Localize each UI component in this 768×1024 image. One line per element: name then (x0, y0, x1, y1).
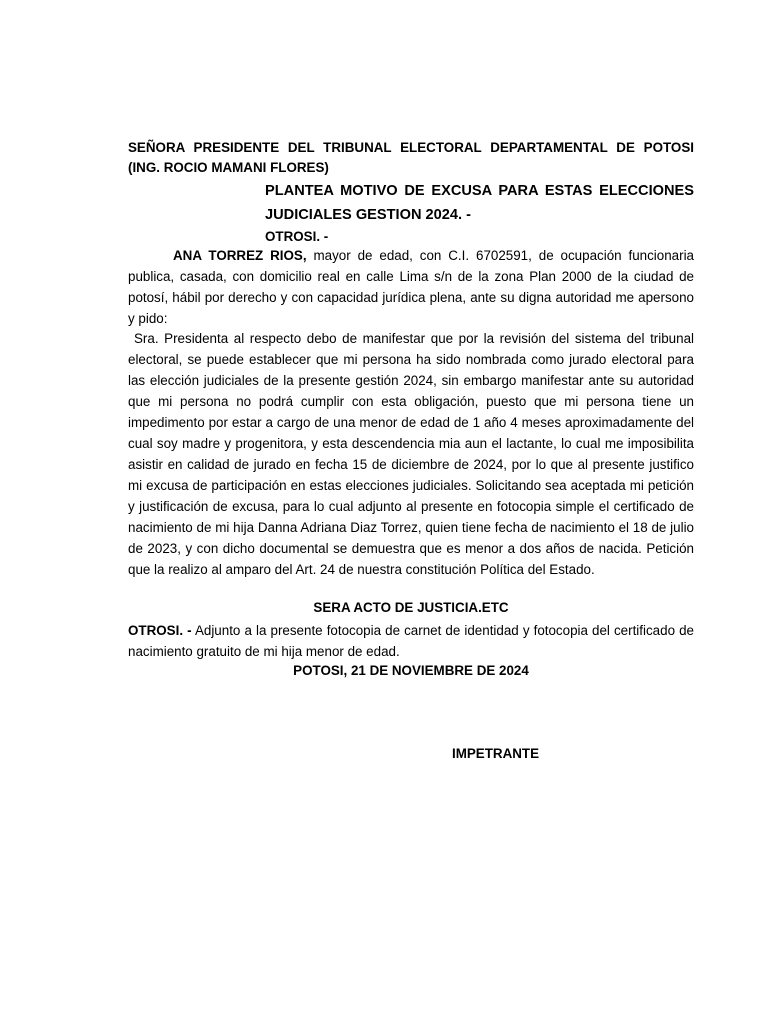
addressee-heading: SEÑORA PRESIDENTE DEL TRIBUNAL ELECTORAL DEPARTAMENTAL DE POTOSI (ING. ROCIO MAMANI FLORES) (128, 140, 694, 175)
otrosi-text: Adjunto a la presente fotocopia de carnet de identidad y fotocopia del certificado de nacimiento gratuito de mi hija menor de edad. (128, 623, 694, 659)
intro-paragraph (128, 245, 694, 329)
closing-line: SERA ACTO DE JUSTICIA.ETC (313, 600, 509, 615)
intro-text: mayor de edad, con C.I. 6702591, de ocupación funcionaria publica, casada, con domicilio real en calle Lima s/n de la zona Plan 2000 de la ciudad de potosí, hábil por derecho y con capacidad jurídica plena, ante su digna autoridad me apersono y pido: (128, 248, 694, 326)
otrosi-heading: OTROSI. - (265, 229, 329, 244)
otrosi-paragraph (128, 620, 694, 662)
body-paragraph: Sra. Presidenta al respecto debo de manifestar que por la revisión del sistema del tribunal electoral, se puede establecer que mi persona ha sido nombrada como jurado electoral para las elección judiciales de la presente gestión 2024, sin embargo manifestar ante su autoridad que mi persona no podrá cumplir con esta obligación, puesto que mi persona tiene un impedimento por estar a cargo de una menor de edad de 1 año 4 meses aproximadamente del cual soy madre y progenitora, y esta descendencia mia aun el lactante, lo cual me imposibilita asistir en calidad de jurado en fecha 15 de diciembre de 2024, por lo que al presente justifico mi excusa de participación en estas elecciones judiciales. Solicitando sea aceptada mi petición y justificación de excusa, para lo cual adjunto al presente en fotocopia simple el certificado de nacimiento de mi hija Danna Adriana Diaz Torrez, quien tiene fecha de nacimiento el 18 de julio de 2023, y con dicho documental se demuestra que es menor a dos años de nacida. Petición que la realizo al amparo del Art. 24 de nuestra constitución Política del Estado. (128, 331, 694, 577)
otrosi-label: OTROSI. - (128, 623, 192, 638)
subject-heading: PLANTEA MOTIVO DE EXCUSA PARA ESTAS ELECCIONES JUDICIALES GESTION 2024. - (265, 183, 694, 223)
petitioner-name: ANA TORREZ RIOS, (173, 248, 307, 263)
date-line: POTOSI, 21 DE NOVIEMBRE DE 2024 (293, 663, 529, 678)
signature-label: IMPETRANTE (452, 746, 540, 761)
